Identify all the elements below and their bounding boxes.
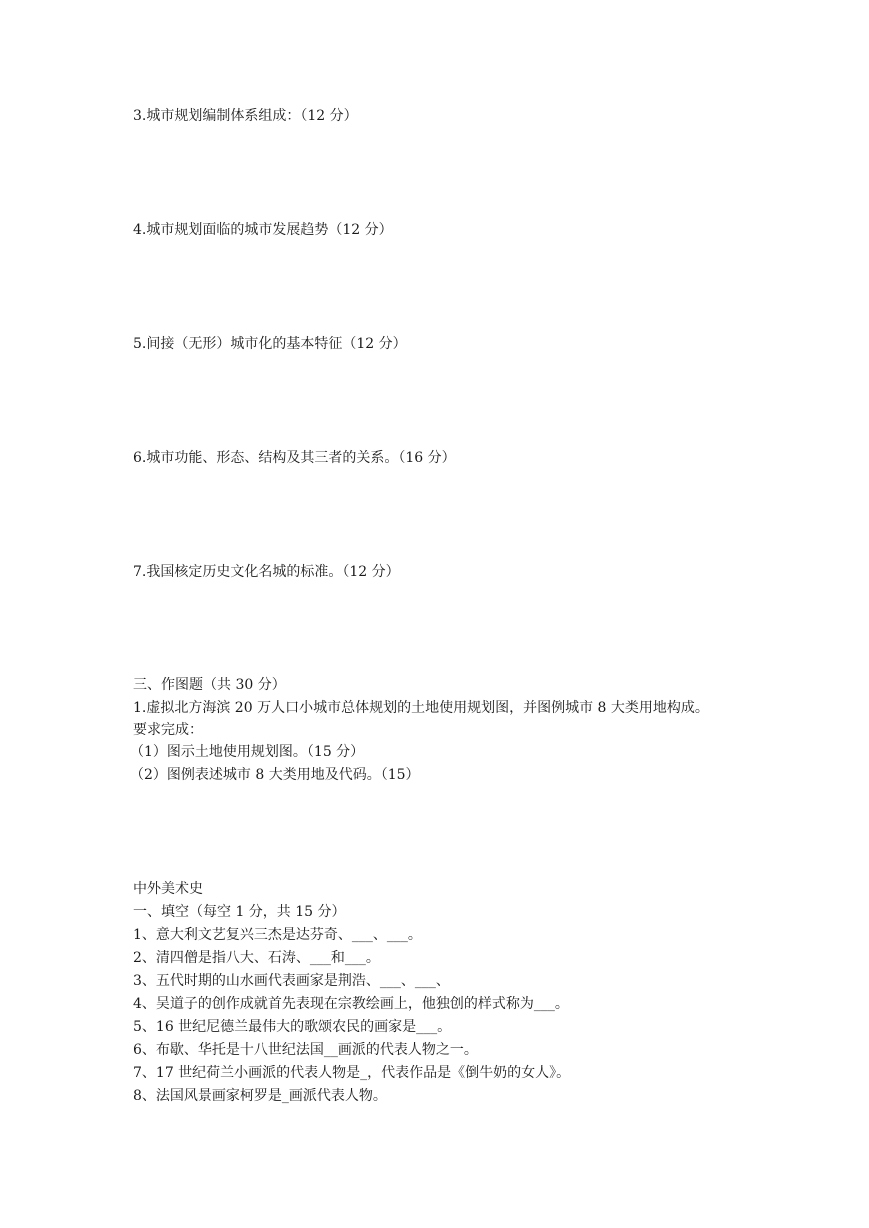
- fill-in-item: 2、清四僧是指八大、石涛、___和___。: [133, 950, 380, 966]
- requirements-label: 要求完成：: [133, 722, 203, 738]
- requirement-item: （1）图示土地使用规划图。（15 分）: [130, 744, 365, 760]
- section-three-heading: 三、作图题（共 30 分）: [133, 677, 286, 693]
- fill-in-item: 1、意大利文艺复兴三杰是达芬奇、___、___。: [133, 927, 422, 943]
- fill-in-item: 7、17 世纪荷兰小画派的代表人物是_，代表作品是《倒牛奶的女人》。: [133, 1065, 571, 1081]
- requirement-item: （2）图例表述城市 8 大类用地及代码。（15）: [130, 767, 420, 783]
- question-4: 4.城市规划面临的城市发展趋势（12 分）: [133, 222, 393, 238]
- drawing-question: 1.虚拟北方海滨 20 万人口小城市总体规划的土地使用规划图，并图例城市 8 大类用地构成。: [133, 700, 709, 716]
- fill-in-item: 3、五代时期的山水画代表画家是荆浩、___、___、: [133, 973, 450, 989]
- fill-in-item: 4、吴道子的创作成就首先表现在宗教绘画上，他独创的样式称为___。: [133, 996, 569, 1012]
- fill-in-item: 5、16 世纪尼德兰最伟大的歌颂农民的画家是___。: [133, 1019, 452, 1035]
- fill-in-section-heading: 一、填空（每空 1 分，共 15 分）: [133, 904, 346, 920]
- question-6: 6.城市功能、形态、结构及其三者的关系。（16 分）: [133, 450, 456, 466]
- question-7: 7.我国核定历史文化名城的标准。（12 分）: [133, 564, 400, 580]
- question-3: 3.城市规划编制体系组成：（12 分）: [133, 108, 358, 124]
- subject-title: 中外美术史: [133, 881, 203, 897]
- question-5: 5.间接（无形）城市化的基本特征（12 分）: [133, 336, 407, 352]
- fill-in-item: 6、布歇、华托是十八世纪法国__画派的代表人物之一。: [133, 1042, 478, 1058]
- fill-in-item: 8、法国风景画家柯罗是_画派代表人物。: [133, 1088, 387, 1104]
